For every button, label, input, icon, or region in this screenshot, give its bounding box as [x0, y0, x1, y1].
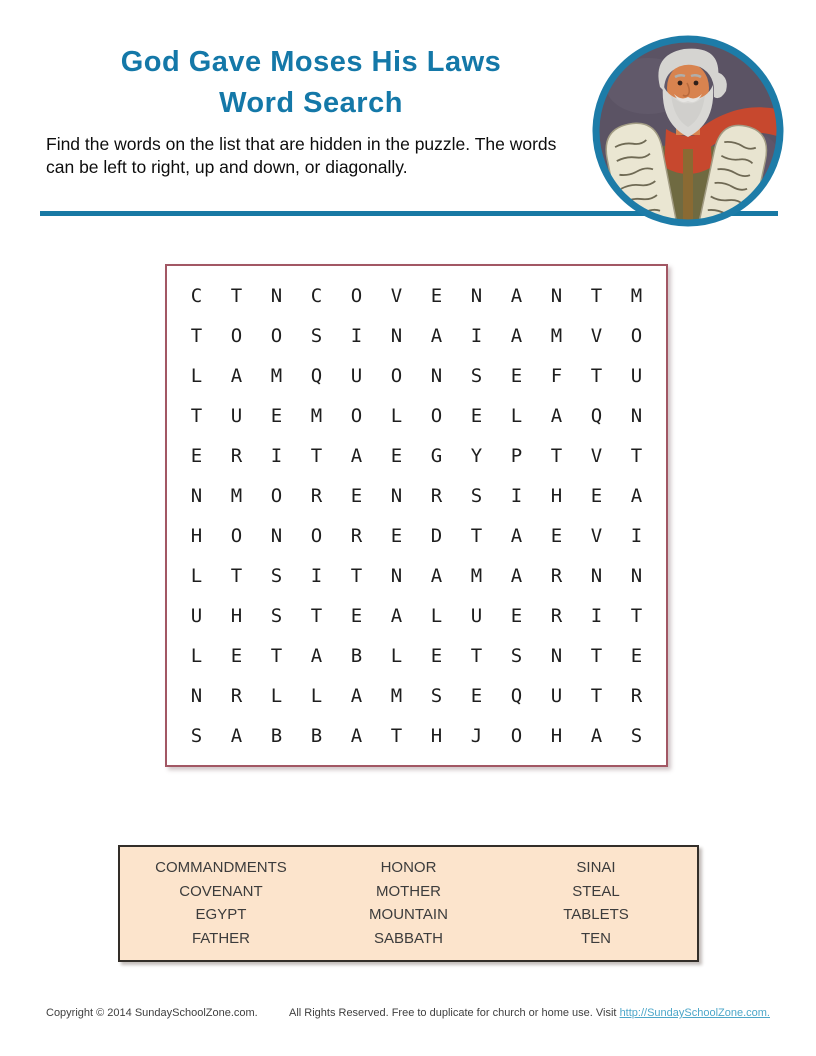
grid-letter: T — [470, 644, 483, 667]
grid-letter: N — [270, 524, 283, 547]
grid-letter: T — [270, 644, 283, 667]
grid-letter: L — [190, 644, 203, 667]
grid-letter: B — [310, 724, 323, 747]
grid-letter: T — [630, 604, 643, 627]
grid-letter: M — [630, 284, 643, 307]
grid-letter: F — [550, 364, 563, 387]
footer-rights-text: All Rights Reserved. Free to duplicate for church or home use. Visit — [288, 1007, 617, 1019]
moses-illustration — [588, 31, 788, 231]
grid-letter: M — [390, 684, 403, 707]
grid-letter: T — [310, 604, 323, 627]
instructions-text: Find the words on the list that are hidden in the puzzle. The words can be left to right, up and down, or diagonally. — [46, 134, 557, 177]
grid-letter: N — [430, 364, 443, 387]
grid-letter: H — [190, 524, 203, 547]
grid-letter: T — [470, 524, 483, 547]
footer-rights — [289, 1007, 770, 1019]
grid-letter: L — [190, 364, 203, 387]
grid-letter: A — [230, 364, 243, 387]
grid-letter: S — [430, 684, 443, 707]
grid-letter: T — [230, 284, 243, 307]
grid-letter: L — [510, 404, 523, 427]
grid-letter: O — [630, 324, 643, 347]
word-list-item: SINAI — [576, 859, 616, 876]
grid-letter: L — [390, 404, 403, 427]
grid-letter: R — [630, 684, 643, 707]
grid-letter: E — [550, 524, 563, 547]
grid-letter: Q — [510, 684, 523, 707]
grid-letter: A — [350, 724, 363, 747]
grid-letter: M — [230, 484, 243, 507]
grid-letter: R — [550, 564, 563, 587]
grid-letter: T — [310, 444, 323, 467]
grid-letter: A — [230, 724, 243, 747]
grid-letter: O — [350, 284, 363, 307]
page-title — [0, 42, 622, 124]
grid-letter: I — [470, 324, 483, 347]
grid-letter: R — [550, 604, 563, 627]
grid-letter: A — [310, 644, 323, 667]
grid-letter: T — [590, 364, 603, 387]
word-list-column — [120, 856, 322, 950]
grid-letter: S — [470, 484, 483, 507]
grid-letter: N — [270, 284, 283, 307]
grid-letter: M — [550, 324, 563, 347]
grid-letter: U — [190, 604, 203, 627]
grid-letter: O — [270, 324, 283, 347]
grid-letter: R — [230, 684, 243, 707]
word-list-box — [118, 845, 699, 962]
grid-letter: E — [430, 284, 443, 307]
grid-letter: L — [270, 684, 283, 707]
grid-letter: R — [430, 484, 443, 507]
grid-letter: N — [630, 564, 643, 587]
grid-letter: S — [470, 364, 483, 387]
grid-letter: A — [350, 684, 363, 707]
grid-letter: S — [630, 724, 643, 747]
grid-letter: E — [350, 604, 363, 627]
footer-copyright: Copyright © 2014 SundaySchoolZone.com. — [46, 1007, 258, 1019]
grid-letter: S — [270, 564, 283, 587]
grid-letter: A — [510, 564, 523, 587]
grid-letter: U — [230, 404, 243, 427]
grid-letter: S — [270, 604, 283, 627]
grid-letter: R — [230, 444, 243, 467]
grid-letter: Y — [470, 444, 483, 467]
grid-letter: N — [470, 284, 483, 307]
word-list-column — [495, 856, 697, 950]
page-title-line1: God Gave Moses His Laws — [120, 46, 502, 78]
grid-letter: Q — [590, 404, 603, 427]
grid-letter: S — [310, 324, 323, 347]
grid-letter: T — [630, 444, 643, 467]
grid-letter: L — [430, 604, 443, 627]
grid-letter: I — [590, 604, 603, 627]
grid-letter: E — [230, 644, 243, 667]
grid-letter: A — [350, 444, 363, 467]
grid-letter: V — [590, 324, 603, 347]
grid-letter: H — [550, 724, 563, 747]
grid-letter: N — [190, 484, 203, 507]
grid-letter: I — [630, 524, 643, 547]
grid-letter: V — [390, 284, 403, 307]
grid-letter: T — [350, 564, 363, 587]
grid-letter: Q — [310, 364, 323, 387]
grid-letter: T — [390, 724, 403, 747]
grid-letter: E — [470, 404, 483, 427]
word-search-grid-box — [165, 264, 668, 767]
grid-letter: O — [430, 404, 443, 427]
grid-letter: D — [430, 524, 443, 547]
grid-letter: V — [590, 444, 603, 467]
grid-letter: I — [510, 484, 523, 507]
word-list-item: TEN — [581, 929, 611, 947]
grid-letter: A — [510, 524, 523, 547]
word-list-column — [322, 856, 495, 950]
grid-letter: N — [390, 564, 403, 587]
word-list-item: STEAL — [572, 882, 620, 900]
grid-letter: U — [550, 684, 563, 707]
grid-letter: A — [630, 484, 643, 507]
grid-letter: V — [590, 524, 603, 547]
word-list-item: COMMANDMENTS — [155, 859, 287, 876]
grid-letter: H — [550, 484, 563, 507]
word-list-item: SABBATH — [374, 929, 443, 947]
grid-letter: R — [350, 524, 363, 547]
grid-letter: A — [430, 564, 443, 587]
grid-letter: U — [630, 364, 643, 387]
grid-letter: E — [270, 404, 283, 427]
grid-letter: A — [510, 284, 523, 307]
grid-letter: L — [310, 684, 323, 707]
grid-letter: A — [430, 324, 443, 347]
word-list-item: TABLETS — [563, 906, 629, 923]
grid-letter: O — [350, 404, 363, 427]
grid-letter: N — [590, 564, 603, 587]
grid-letter: N — [550, 644, 563, 667]
grid-letter: O — [510, 724, 523, 747]
grid-letter: M — [310, 404, 323, 427]
grid-letter: N — [390, 484, 403, 507]
grid-letter: U — [350, 364, 363, 387]
grid-letter: L — [190, 564, 203, 587]
grid-letter: T — [590, 644, 603, 667]
word-search-grid — [177, 276, 657, 756]
word-list-item: FATHER — [191, 929, 250, 947]
moses-illustration-art — [588, 31, 788, 231]
word-list-item: EGYPT — [195, 906, 247, 923]
grid-letter: E — [470, 684, 483, 707]
grid-letter: O — [270, 484, 283, 507]
word-list-item: MOTHER — [375, 882, 441, 900]
grid-letter: S — [190, 724, 203, 747]
grid-letter: T — [550, 444, 563, 467]
grid-letter: E — [630, 644, 643, 667]
grid-letter: R — [310, 484, 323, 507]
page-title-line2: Word Search — [219, 87, 403, 119]
grid-letter: O — [390, 364, 403, 387]
grid-letter: O — [230, 524, 243, 547]
grid-letter: I — [350, 324, 363, 347]
word-list-item: COVENANT — [179, 882, 263, 900]
grid-letter: A — [550, 404, 563, 427]
grid-letter: B — [350, 644, 363, 667]
grid-letter: E — [510, 364, 523, 387]
grid-letter: B — [270, 724, 283, 747]
grid-letter: M — [270, 364, 283, 387]
word-list-item: HONOR — [380, 859, 437, 876]
grid-letter: U — [470, 604, 483, 627]
grid-letter: O — [310, 524, 323, 547]
grid-letter: E — [510, 604, 523, 627]
grid-letter: P — [510, 444, 523, 467]
grid-letter: N — [630, 404, 643, 427]
grid-letter: E — [350, 484, 363, 507]
grid-letter: N — [550, 284, 563, 307]
grid-letter: E — [430, 644, 443, 667]
grid-letter: A — [510, 324, 523, 347]
grid-letter: T — [230, 564, 243, 587]
grid-letter: E — [190, 444, 203, 467]
grid-letter: O — [230, 324, 243, 347]
grid-letter: N — [390, 324, 403, 347]
grid-letter: I — [310, 564, 323, 587]
grid-letter: H — [230, 604, 243, 627]
grid-letter: L — [390, 644, 403, 667]
grid-letter: I — [270, 444, 283, 467]
footer-link[interactable]: http://SundaySchoolZone.com. — [619, 1007, 770, 1019]
grid-letter: G — [430, 444, 443, 467]
grid-letter: C — [190, 284, 203, 307]
grid-letter: A — [590, 724, 603, 747]
grid-letter: A — [390, 604, 403, 627]
grid-letter: E — [390, 444, 403, 467]
grid-letter: C — [310, 284, 323, 307]
page-footer — [46, 1007, 770, 1019]
grid-letter: T — [590, 684, 603, 707]
word-list-item: MOUNTAIN — [369, 906, 448, 923]
grid-letter: H — [430, 724, 443, 747]
grid-letter: E — [390, 524, 403, 547]
grid-letter: T — [590, 284, 603, 307]
grid-letter: T — [190, 324, 203, 347]
grid-letter: N — [190, 684, 203, 707]
grid-letter: J — [470, 724, 483, 747]
grid-letter: S — [510, 644, 523, 667]
grid-letter: M — [470, 564, 483, 587]
grid-letter: E — [590, 484, 603, 507]
grid-letter: T — [190, 404, 203, 427]
